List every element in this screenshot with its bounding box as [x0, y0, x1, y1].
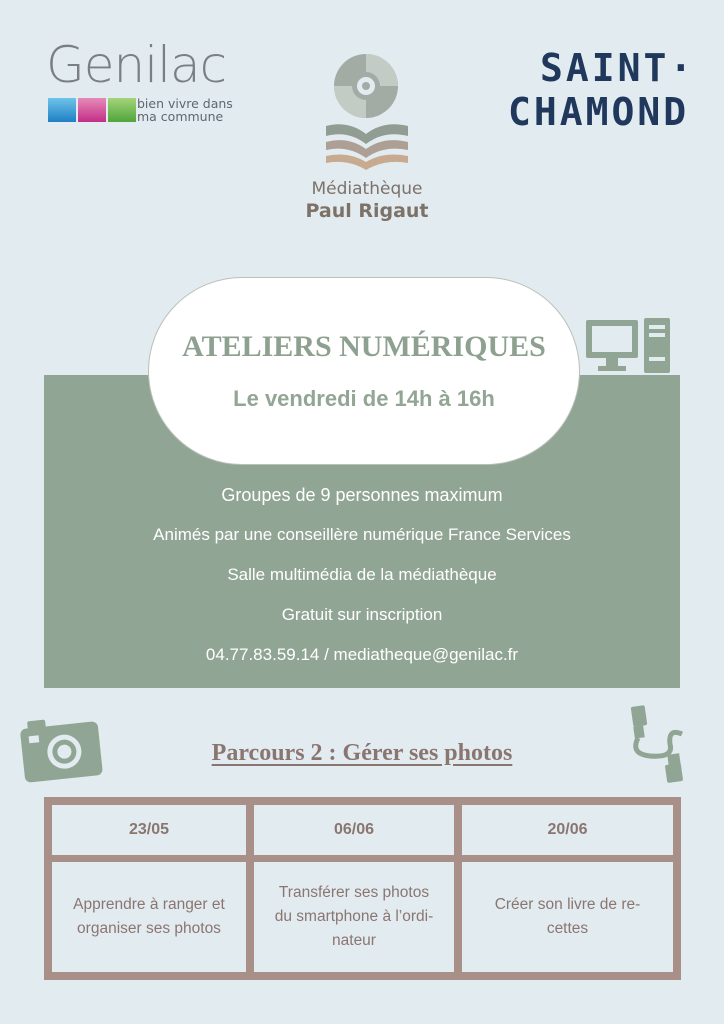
schedule-subtitle: Le vendredi de 14h à 16h — [233, 386, 495, 411]
info-contact: 04.77.83.59.14 / mediatheque@genilac.fr — [205, 645, 519, 664]
topic-cell — [462, 862, 673, 972]
info-location: Salle multimédia de la médiathèque — [227, 565, 497, 584]
saint-chamond-line2: CHAMOND — [508, 90, 690, 134]
schedule-table — [44, 797, 681, 980]
saint-chamond-logo — [508, 44, 696, 136]
topic-line: Transférer ses photos — [278, 884, 430, 901]
mediatheque-logo — [305, 52, 429, 232]
computer-icon — [584, 317, 674, 375]
parcours-title: Parcours 2 : Gérer ses photos — [211, 740, 513, 766]
mediatheque-name: Paul Rigaut — [305, 200, 429, 222]
topic-line: organiser ses photos — [77, 920, 221, 937]
genilac-wordmark: Genilac — [46, 36, 227, 94]
topic-line: Créer son livre de re- — [494, 896, 641, 913]
genilac-stripe-green — [108, 98, 136, 122]
genilac-tagline — [137, 97, 247, 123]
date-cell: 23/05 — [52, 805, 246, 855]
genilac-tagline-line1: bien vivre dans — [137, 96, 233, 111]
info-list — [44, 482, 680, 682]
book-disc-icon — [314, 52, 420, 182]
topic-line: cettes — [546, 920, 589, 937]
topic-line: nateur — [332, 932, 376, 949]
date-cell: 06/06 — [254, 805, 454, 855]
topic-cell — [52, 862, 246, 972]
saint-chamond-line1: SAINT· — [540, 46, 696, 90]
genilac-logo — [46, 36, 246, 132]
genilac-tagline-line2: ma commune — [137, 109, 224, 124]
genilac-stripe-magenta — [78, 98, 106, 122]
genilac-stripe-blue — [48, 98, 76, 122]
title-pill — [148, 277, 580, 465]
info-facilitator: Animés par une conseillère numérique France Services — [153, 525, 571, 544]
topic-line: du smartphone à l’ordi- — [274, 908, 434, 925]
info-group-size: Groupes de 9 personnes maximum — [221, 485, 503, 505]
page-title: ATELIERS NUMÉRIQUES — [182, 330, 546, 363]
date-cell: 20/06 — [462, 805, 673, 855]
topic-line: Apprendre à ranger et — [73, 896, 225, 913]
topic-cell — [254, 862, 454, 972]
info-price: Gratuit sur inscription — [281, 605, 443, 624]
mediatheque-label: Médiathèque — [311, 179, 423, 199]
